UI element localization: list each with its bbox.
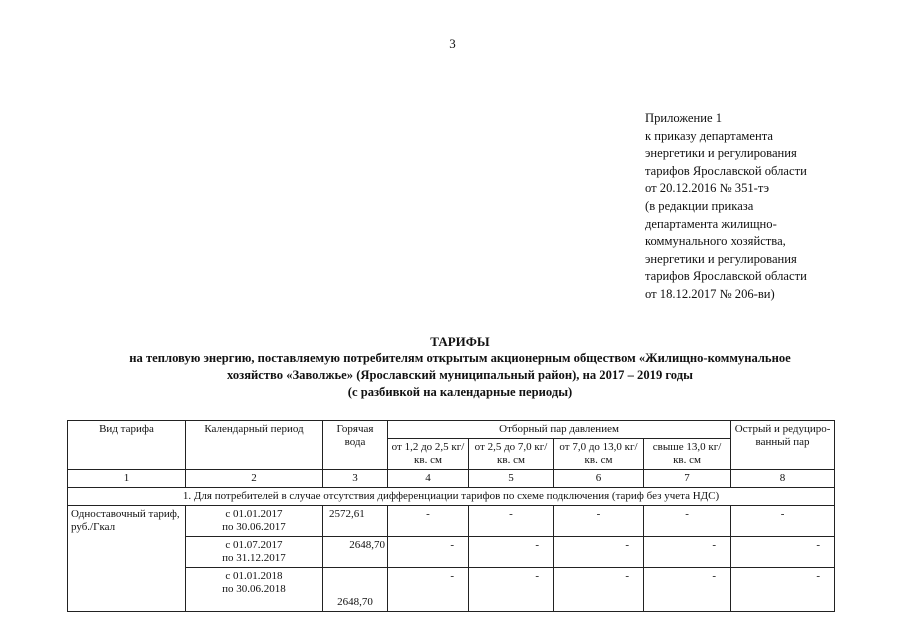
appendix-line: тарифов Ярославской области — [645, 163, 807, 178]
period-cell — [186, 537, 323, 568]
steam-2-value: - — [469, 568, 554, 612]
steam-3-value: - — [554, 537, 644, 568]
header-row — [68, 421, 835, 439]
page-number: 3 — [449, 36, 456, 51]
steam-1-value: - — [388, 537, 469, 568]
appendix-line: Приложение 1 — [645, 111, 723, 125]
steam-4-value: - — [644, 537, 731, 568]
appendix-line: департамента жилищно- — [645, 216, 777, 231]
title-line: на тепловую энергию, поставляемую потребителям открытым акционерным обществом «Жилищно-коммунальное — [129, 351, 791, 365]
header-tariff-type: Вид тарифа — [68, 421, 186, 470]
header-period: Календарный период — [186, 421, 323, 470]
column-number-row — [68, 470, 835, 488]
column-number: 8 — [731, 470, 835, 488]
title-main: ТАРИФЫ — [430, 334, 490, 349]
steam-4-value: - — [644, 506, 731, 537]
period-to: по 31.12.2017 — [222, 552, 286, 564]
appendix-line: от 18.12.2017 № 206-ви) — [645, 286, 775, 301]
appendix-line: тарифов Ярославской области — [645, 269, 807, 284]
sharp-steam-value: - — [731, 506, 835, 537]
header-steam-1: от 1,2 до 2,5 кг/кв. см — [388, 439, 469, 470]
header-sharp-steam: Острый и редуциро-ванный пар — [731, 421, 835, 470]
appendix-line: к приказу департамента — [645, 128, 773, 143]
hot-water-value: 2648,70 — [323, 537, 388, 568]
appendix-line: энергетики и регулирования — [645, 146, 797, 161]
header-steam-group: Отборный пар давлением — [388, 421, 731, 439]
period-to: по 30.06.2018 — [222, 583, 286, 595]
header-hot-water: Горячая вода — [323, 421, 388, 470]
steam-2-value: - — [469, 506, 554, 537]
steam-1-value: - — [388, 568, 469, 612]
period-from: с 01.01.2017 — [225, 508, 283, 520]
title-line: хозяйство «Заволжье» (Ярославский муниципальный район), на 2017 – 2019 годы — [227, 368, 693, 382]
tariffs-table — [67, 420, 835, 612]
steam-4-value: - — [644, 568, 731, 612]
sharp-steam-value: - — [731, 537, 835, 568]
column-number: 5 — [469, 470, 554, 488]
header-steam-3: от 7,0 до 13,0 кг/кв. см — [554, 439, 644, 470]
hot-water-value: 2572,61 — [323, 506, 388, 537]
hot-water-value: 2648,70 — [323, 568, 388, 612]
steam-3-value: - — [554, 506, 644, 537]
column-number: 1 — [68, 470, 186, 488]
period-cell — [186, 568, 323, 612]
section-title: 1. Для потребителей в случае отсутствия дифференциации тарифов по схеме подключения (тариф без учета НДС) — [68, 488, 835, 506]
steam-1-value: - — [388, 506, 469, 537]
section-row — [68, 488, 835, 506]
appendix-reference — [645, 110, 885, 304]
header-steam-2: от 2,5 до 7,0 кг/кв. см — [469, 439, 554, 470]
column-number: 6 — [554, 470, 644, 488]
steam-3-value: - — [554, 568, 644, 612]
document-title — [60, 333, 860, 401]
column-number: 3 — [323, 470, 388, 488]
appendix-line: (в редакции приказа — [645, 198, 754, 213]
column-number: 4 — [388, 470, 469, 488]
title-line: (с разбивкой на календарные периоды) — [347, 385, 573, 399]
column-number: 2 — [186, 470, 323, 488]
steam-2-value: - — [469, 537, 554, 568]
column-number: 7 — [644, 470, 731, 488]
period-from: с 01.07.2017 — [225, 539, 283, 551]
appendix-line: от 20.12.2016 № 351-тэ — [645, 181, 770, 196]
table-row — [68, 506, 835, 537]
appendix-line: энергетики и регулирования — [645, 251, 797, 266]
appendix-line: коммунального хозяйства, — [645, 234, 786, 249]
period-to: по 30.06.2017 — [222, 521, 286, 533]
sharp-steam-value: - — [731, 568, 835, 612]
period-cell — [186, 506, 323, 537]
period-from: с 01.01.2018 — [225, 570, 283, 582]
header-steam-4: свыше 13,0 кг/кв. см — [644, 439, 731, 470]
tariff-name: Одноставочный тариф, руб./Гкал — [68, 506, 186, 612]
